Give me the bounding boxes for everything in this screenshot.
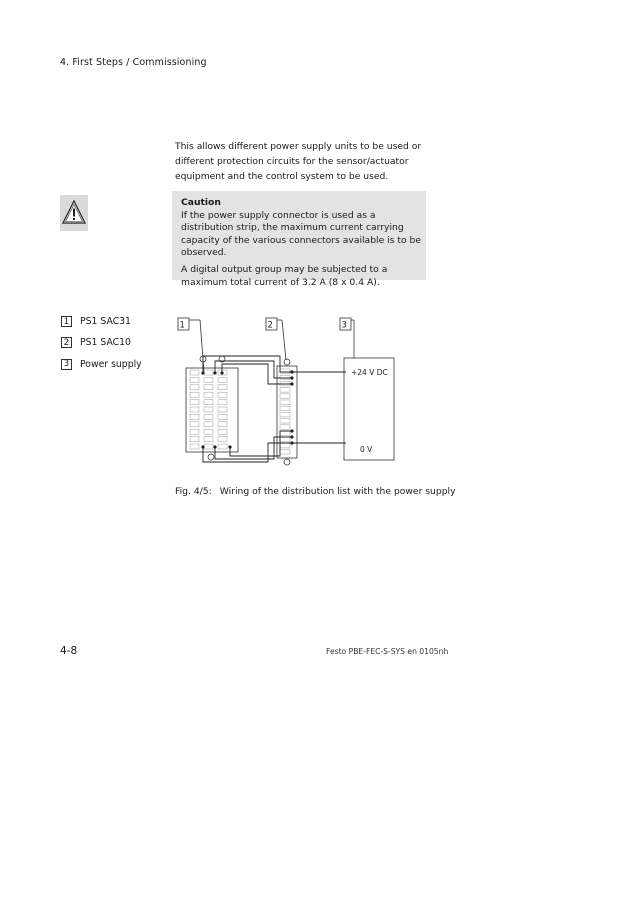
legend-item <box>61 315 142 328</box>
terminal-cell <box>204 370 213 375</box>
terminal-cell <box>218 437 227 442</box>
page-header: 4. First Steps / Commissioning <box>60 57 207 68</box>
terminal-cell <box>190 400 199 405</box>
callout-number: 3 <box>341 320 347 331</box>
terminal-cell <box>190 407 199 412</box>
terminal-block <box>186 368 238 452</box>
terminal-cell <box>190 392 199 397</box>
legend-item <box>61 358 142 371</box>
terminal-cell <box>218 392 227 397</box>
terminal-cell <box>190 429 199 434</box>
terminal-cell <box>204 400 213 405</box>
terminal-cell <box>218 400 227 405</box>
terminal-cell <box>190 444 199 449</box>
terminal-cell <box>218 414 227 419</box>
page-number: 4-8 <box>60 645 78 657</box>
terminal-cell <box>280 437 290 442</box>
terminal-cell <box>190 377 199 382</box>
terminal-cell <box>190 370 199 375</box>
terminal-cell <box>190 422 199 427</box>
terminal-cell <box>280 388 290 393</box>
terminal-cell <box>204 392 213 397</box>
terminal-cell <box>280 443 290 448</box>
terminal-cell <box>218 444 227 449</box>
legend <box>61 315 142 379</box>
intro-paragraph: This allows different power supply units to be used or different protection circuits for the sensor/actuator equipment and the control system to be used. <box>175 141 422 182</box>
supply-zero-label: 0 V <box>360 445 373 454</box>
figure-caption <box>175 486 456 497</box>
callout-number: 1 <box>179 320 185 331</box>
terminal-cell <box>218 407 227 412</box>
terminal-cell <box>280 425 290 430</box>
terminal-cell <box>280 369 290 374</box>
terminal-cell <box>280 406 290 411</box>
document-id: Festo PBE-FEC-S-SYS en 0105nh <box>326 647 449 656</box>
caution-paragraph: If the power supply connector is used as a distribution strip, the maximum current carrying capacity of the various connectors available is to be observed. <box>181 209 422 259</box>
legend-label: PS1 SAC10 <box>80 337 131 349</box>
terminal-cell <box>204 385 213 390</box>
terminal-cell <box>204 377 213 382</box>
caution-title: Caution <box>181 197 221 208</box>
figure-number: Fig. 4/5: <box>175 486 212 497</box>
terminal-cell <box>280 431 290 436</box>
legend-number: 1 <box>61 316 72 327</box>
terminal-cell <box>218 422 227 427</box>
terminal-cell <box>280 400 290 405</box>
terminal-cell <box>280 450 290 455</box>
callout-number: 2 <box>267 320 273 331</box>
terminal-cell <box>280 412 290 417</box>
legend-label: PS1 SAC31 <box>80 316 131 327</box>
terminal-cell <box>204 414 213 419</box>
terminal-cell <box>280 375 290 380</box>
caution-box <box>172 191 426 288</box>
terminal-cell <box>218 377 227 382</box>
terminal-cell <box>190 385 199 390</box>
supply-plus-label: +24 V DC <box>351 368 388 377</box>
legend-number: 2 <box>61 337 72 348</box>
terminal-cell <box>190 414 199 419</box>
terminal-cell <box>280 394 290 399</box>
terminal-cell <box>204 429 213 434</box>
legend-label: Power supply <box>80 358 142 370</box>
caution-paragraph: A digital output group may be subjected to a maximum total current of 3.2 A (8 x 0.4 A). <box>181 263 388 288</box>
terminal-cell <box>218 429 227 434</box>
terminal-cell <box>204 422 213 427</box>
terminal-cell <box>204 444 213 449</box>
legend-item <box>61 336 142 349</box>
terminal-cell <box>280 419 290 424</box>
terminal-cell <box>218 385 227 390</box>
legend-number: 3 <box>61 359 72 370</box>
figure-caption-text: Wiring of the distribution list with the power supply <box>219 486 456 497</box>
wiring-diagram <box>170 312 410 472</box>
terminal-cell <box>204 437 213 442</box>
terminal-cell <box>190 437 199 442</box>
warning-icon <box>60 195 88 231</box>
terminal-cell <box>204 407 213 412</box>
